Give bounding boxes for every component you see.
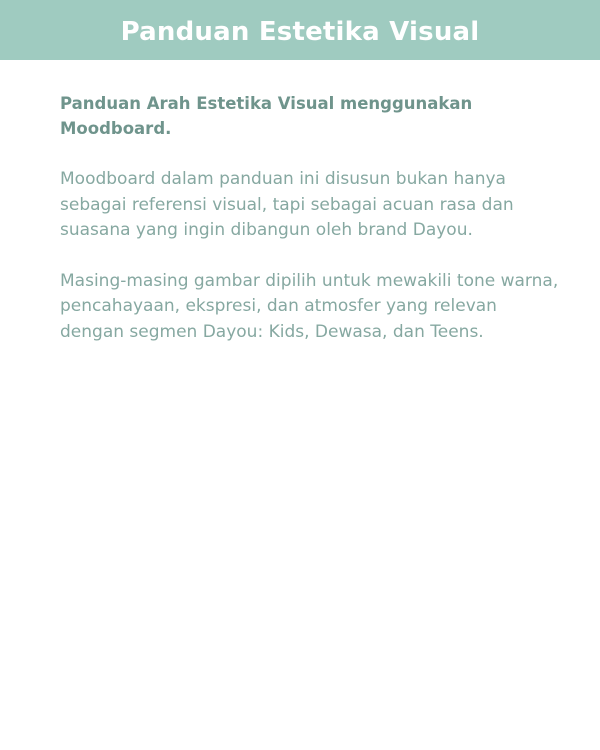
- page-title: Panduan Estetika Visual: [120, 17, 480, 47]
- intro-heading: Panduan Arah Estetika Visual menggunakan Moodboard.: [60, 94, 473, 138]
- content-section: [60, 91, 560, 345]
- segment-description-paragraph: Masing-masing gambar dipilih untuk mewakili tone warna, pencahayaan, ekspresi, dan atmosfer yang relevan dengan segmen Dayou: Kids, Dewasa, dan Teens.: [60, 270, 559, 342]
- moodboard-description-paragraph: Moodboard dalam panduan ini disusun bukan hanya sebagai referensi visual, tapi sebagai acuan rasa dan suasana yang ingin dibangun oleh brand Dayou.: [60, 169, 514, 240]
